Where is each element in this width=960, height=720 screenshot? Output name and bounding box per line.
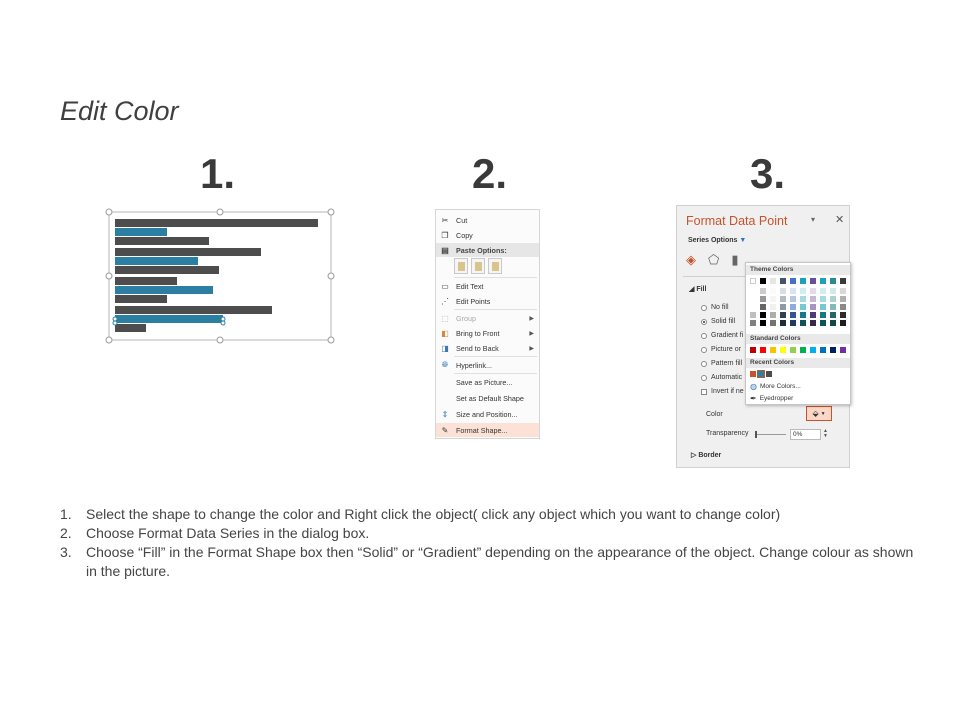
standard-color-swatch[interactable]	[760, 347, 766, 353]
theme-color-swatch[interactable]	[770, 304, 776, 310]
menu-item-bring-to-front[interactable]: ◧ Bring to Front ▶	[441, 328, 534, 338]
theme-color-swatch[interactable]	[750, 304, 756, 310]
theme-color-swatch[interactable]	[760, 278, 766, 284]
slide-title: Edit Color	[60, 96, 179, 126]
chart-bars	[115, 219, 318, 332]
theme-color-swatch[interactable]	[780, 320, 786, 326]
submenu-arrow-icon: ▶	[529, 330, 534, 337]
effects-tab-icon[interactable]: ⬠	[708, 252, 720, 267]
theme-color-swatch[interactable]	[750, 312, 756, 318]
fill-option-picture-fill[interactable]: Picture or	[701, 346, 741, 353]
transparency-input[interactable]: 0%	[790, 429, 821, 440]
checkbox[interactable]	[701, 389, 707, 395]
theme-color-swatch[interactable]	[800, 312, 806, 318]
bar[interactable]	[115, 237, 209, 245]
step-number-1: 1.	[200, 150, 236, 197]
theme-color-swatch[interactable]	[780, 312, 786, 318]
theme-color-swatch[interactable]	[760, 296, 766, 302]
menu-item-edit-points[interactable]: ⋰ Edit Points	[441, 296, 491, 306]
selected-bar-chart[interactable]	[100, 205, 340, 345]
theme-color-swatch[interactable]	[800, 288, 806, 294]
menu-item-save-as-picture[interactable]: Save as Picture...	[456, 377, 513, 387]
fill-line-tab-icon[interactable]: ◈	[686, 252, 696, 267]
step-number-2: 2.	[472, 150, 508, 197]
radio-button[interactable]	[701, 347, 707, 353]
recent-color-swatch[interactable]	[758, 371, 764, 377]
close-icon[interactable]: ✕	[835, 214, 845, 226]
recent-color-swatch[interactable]	[750, 371, 756, 377]
theme-color-swatch[interactable]	[820, 312, 826, 318]
theme-color-swatch[interactable]	[790, 320, 796, 326]
menu-separator	[454, 373, 537, 374]
theme-color-swatch[interactable]	[750, 296, 756, 302]
paste-use-destination-theme-icon[interactable]	[454, 258, 468, 274]
theme-color-swatch[interactable]	[820, 320, 826, 326]
standard-color-swatch[interactable]	[830, 347, 836, 353]
instruction-item: 2. Choose Format Data Series in the dialog box.	[60, 525, 370, 541]
theme-color-swatch[interactable]	[790, 278, 796, 284]
bar-selected[interactable]	[115, 315, 223, 323]
theme-color-swatch[interactable]	[770, 320, 776, 326]
theme-color-swatch[interactable]	[840, 296, 846, 302]
menu-separator	[454, 356, 537, 357]
transparency-label: Transparency	[706, 430, 749, 437]
theme-color-swatch[interactable]	[760, 288, 766, 294]
theme-color-swatch[interactable]	[770, 288, 776, 294]
copy-icon: ❐	[441, 230, 449, 240]
theme-color-swatch[interactable]	[840, 288, 846, 294]
fill-option-pattern-fill[interactable]: Pattern fill	[701, 360, 742, 367]
color-palette-popup	[745, 262, 851, 405]
edit-points-icon: ⋰	[441, 296, 449, 306]
theme-color-swatch[interactable]	[810, 304, 816, 310]
chevron-down-icon: ▼	[739, 237, 747, 244]
theme-color-swatch[interactable]	[840, 312, 846, 318]
scissors-icon: ✂	[441, 215, 449, 225]
size-position-icon: ⇕	[441, 409, 449, 419]
bar[interactable]	[115, 257, 198, 265]
format-shape-icon: ✎	[441, 425, 449, 435]
theme-color-swatch[interactable]	[810, 320, 816, 326]
standard-color-swatch[interactable]	[790, 347, 796, 353]
theme-color-swatch[interactable]	[830, 288, 836, 294]
radio-button[interactable]	[701, 361, 707, 367]
pane-tabs	[686, 252, 738, 268]
standard-color-swatch[interactable]	[780, 347, 786, 353]
menu-item-paste-options: ▤ Paste Options:	[436, 243, 539, 257]
bar[interactable]	[115, 228, 167, 236]
theme-color-swatch[interactable]	[770, 278, 776, 284]
paste-icon: ▤	[441, 245, 449, 255]
theme-color-swatch[interactable]	[800, 278, 806, 284]
transparency-slider-thumb[interactable]	[755, 431, 757, 438]
theme-color-swatch[interactable]	[810, 296, 816, 302]
theme-color-swatch[interactable]	[830, 312, 836, 318]
bar[interactable]	[115, 266, 219, 274]
theme-color-swatch[interactable]	[820, 278, 826, 284]
bring-front-icon: ◧	[441, 328, 449, 338]
series-options-dropdown[interactable]: Series Options ▼	[688, 237, 747, 244]
fill-option-solid-fill[interactable]: Solid fill	[701, 318, 735, 325]
submenu-arrow-icon: ▶	[529, 315, 534, 322]
theme-color-swatch[interactable]	[770, 312, 776, 318]
paste-options-row	[454, 258, 502, 274]
border-section-header[interactable]: ▷ Border	[691, 452, 722, 459]
standard-color-swatch[interactable]	[800, 347, 806, 353]
bar[interactable]	[115, 324, 146, 332]
fill-option-automatic[interactable]: Automatic	[701, 374, 742, 381]
theme-color-swatch[interactable]	[810, 278, 816, 284]
eyedropper-icon: ✒	[750, 394, 757, 403]
theme-color-swatch[interactable]	[810, 312, 816, 318]
bar[interactable]	[115, 295, 167, 303]
theme-color-swatch[interactable]	[800, 320, 806, 326]
menu-item-hyperlink[interactable]: 🌐︎ Hyperlink...	[441, 360, 492, 370]
color-wheel-icon: ◍	[750, 382, 757, 391]
bar-chart-graphic	[100, 205, 340, 345]
theme-color-swatch[interactable]	[780, 288, 786, 294]
paint-bucket-icon: ⬙	[812, 409, 819, 418]
theme-color-swatch[interactable]	[820, 288, 826, 294]
step-number-3: 3.	[750, 150, 786, 197]
standard-color-swatch[interactable]	[750, 347, 756, 353]
theme-colors-header: Theme Colors	[746, 265, 850, 275]
menu-item-format-shape[interactable]: ✎ Format Shape...	[436, 423, 539, 437]
menu-item-group[interactable]: ⬚ Group ▶	[441, 313, 534, 323]
menu-item-set-default-shape[interactable]: Set as Default Shape	[456, 393, 524, 403]
submenu-arrow-icon: ▶	[529, 345, 534, 352]
radio-button[interactable]	[701, 375, 707, 381]
menu-item-edit-text[interactable]: ▭ Edit Text	[441, 281, 484, 291]
fill-option-gradient-fill[interactable]: Gradient fi	[701, 332, 743, 339]
bar[interactable]	[115, 248, 261, 256]
standard-color-swatch[interactable]	[820, 347, 826, 353]
standard-color-swatch[interactable]	[840, 347, 846, 353]
bar[interactable]	[115, 277, 177, 285]
context-menu	[435, 209, 540, 439]
send-back-icon: ◨	[441, 343, 449, 353]
theme-color-swatch[interactable]	[770, 296, 776, 302]
theme-color-swatch[interactable]	[750, 320, 756, 326]
transparency-spinner[interactable]: ▲ ▼	[823, 428, 828, 439]
menu-item-size-position[interactable]: ⇕ Size and Position...	[441, 409, 518, 419]
fill-section-header[interactable]: ◢ Fill	[689, 286, 707, 293]
bar[interactable]	[115, 219, 318, 227]
bar[interactable]	[115, 286, 213, 294]
bar[interactable]	[115, 306, 272, 314]
more-colors-link[interactable]: ◍ More Colors...	[750, 382, 801, 391]
theme-color-swatch[interactable]	[780, 278, 786, 284]
radio-button[interactable]	[701, 333, 707, 339]
theme-color-swatch[interactable]	[830, 320, 836, 326]
instruction-item: 1. Select the shape to change the color and Right click the object( click any object which you want to change color)	[60, 506, 781, 522]
eyedropper-link[interactable]: ✒ Eyedropper	[750, 394, 794, 403]
menu-item-cut[interactable]: ✂ Cut	[441, 215, 468, 225]
group-icon: ⬚	[441, 313, 449, 323]
pane-dropdown-icon[interactable]: ▾	[811, 215, 816, 224]
theme-color-swatch[interactable]	[790, 296, 796, 302]
theme-color-swatch[interactable]	[830, 304, 836, 310]
theme-color-swatch[interactable]	[760, 304, 766, 310]
theme-color-swatch[interactable]	[820, 304, 826, 310]
pane-title: Format Data Point	[686, 214, 788, 228]
theme-color-swatch[interactable]	[840, 278, 846, 284]
theme-color-swatch[interactable]	[750, 288, 756, 294]
theme-color-swatch[interactable]	[790, 312, 796, 318]
invert-if-negative-checkbox[interactable]: Invert if ne	[701, 388, 744, 395]
menu-item-send-to-back[interactable]: ◨ Send to Back ▶	[441, 343, 534, 353]
theme-color-swatch[interactable]	[820, 296, 826, 302]
theme-color-swatch[interactable]	[750, 278, 756, 284]
radio-button[interactable]	[701, 305, 707, 311]
standard-colors-header: Standard Colors	[746, 334, 850, 344]
theme-color-swatch[interactable]	[840, 320, 846, 326]
series-options-tab-icon[interactable]: ▮	[731, 252, 739, 267]
transparency-slider-track[interactable]	[756, 434, 786, 435]
hyperlink-icon: 🌐︎	[441, 360, 449, 369]
recent-color-swatch[interactable]	[766, 371, 772, 377]
radio-button-selected[interactable]	[701, 319, 707, 325]
theme-color-swatch[interactable]	[810, 288, 816, 294]
theme-color-swatch[interactable]	[830, 278, 836, 284]
menu-item-copy[interactable]: ❐ Copy	[441, 230, 473, 240]
chevron-down-icon: ▼	[820, 410, 826, 417]
instruction-item: 3. Choose “Fill” in the Format Shape box then “Solid” or “Gradient” depending on the appearance of the object. Change colour as shown in the picture.	[60, 544, 914, 579]
theme-color-swatch[interactable]	[830, 296, 836, 302]
fill-option-no-fill[interactable]: No fill	[701, 304, 729, 311]
theme-color-swatch[interactable]	[790, 304, 796, 310]
standard-color-swatch[interactable]	[810, 347, 816, 353]
theme-color-swatch[interactable]	[780, 296, 786, 302]
color-label: Color	[706, 411, 723, 418]
theme-color-swatch[interactable]	[840, 304, 846, 310]
edit-text-icon: ▭	[441, 281, 449, 291]
fill-color-button[interactable]	[806, 406, 832, 421]
recent-colors-header: Recent Colors	[746, 358, 850, 368]
theme-color-swatch[interactable]	[790, 288, 796, 294]
standard-color-swatch[interactable]	[770, 347, 776, 353]
paste-picture-icon[interactable]	[488, 258, 502, 274]
theme-color-swatch[interactable]	[800, 304, 806, 310]
menu-separator	[454, 309, 537, 310]
theme-color-swatch[interactable]	[800, 296, 806, 302]
menu-separator	[454, 277, 537, 278]
theme-color-swatch[interactable]	[760, 312, 766, 318]
instruction-list	[60, 505, 920, 581]
theme-color-swatch[interactable]	[760, 320, 766, 326]
theme-color-swatch[interactable]	[780, 304, 786, 310]
paste-keep-source-formatting-icon[interactable]	[471, 258, 485, 274]
